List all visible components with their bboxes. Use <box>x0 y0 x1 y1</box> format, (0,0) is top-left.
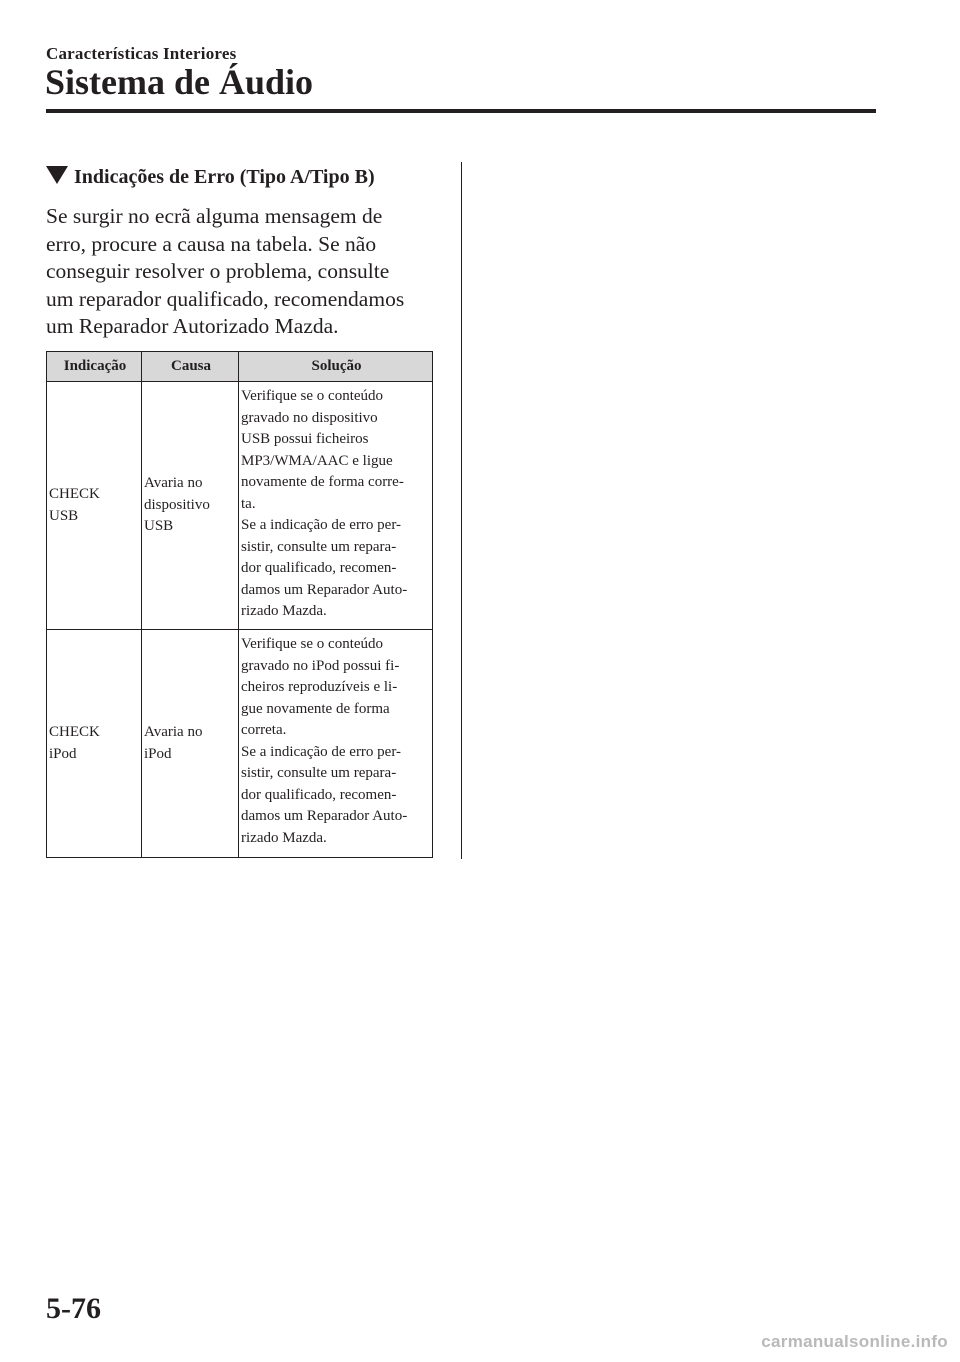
cell-line: gue novamente de forma <box>241 700 390 717</box>
cell-line: rizado Mazda. <box>241 829 327 846</box>
intro-line: um reparador qualificado, recomendamos <box>46 286 405 311</box>
cell-line: iPod <box>49 745 77 762</box>
table-row <box>47 382 433 630</box>
section-heading <box>46 163 446 191</box>
cell-line: CHECK <box>49 486 100 502</box>
column-divider <box>461 162 462 859</box>
cause-cell <box>142 382 239 630</box>
cell-line: sistir, consulte um repara- <box>241 538 397 555</box>
cell-line: gravado no iPod possui fi- <box>241 657 400 674</box>
cell-line: Se a indicação de erro per- <box>241 743 402 760</box>
indication-cell <box>47 382 142 630</box>
intro-line: erro, procure a causa na tabela. Se não <box>46 231 377 256</box>
cell-line: Avaria no <box>144 724 203 740</box>
cell-line: damos um Reparador Auto- <box>241 581 408 598</box>
cell-line: sistir, consulte um repara- <box>241 765 397 781</box>
cell-line: ta. <box>241 495 256 512</box>
page-number: 5-76 <box>46 1292 101 1325</box>
header-solution: Solução <box>239 352 433 382</box>
cell-line: correta. <box>241 722 287 738</box>
cell-line: iPod <box>144 745 172 762</box>
solution-cell <box>239 382 433 630</box>
chapter-title: Sistema de Áudio <box>45 62 314 102</box>
cell-line: USB <box>144 518 174 535</box>
cause-cell <box>142 630 239 858</box>
intro-line: conseguir resolver o problema, consulte <box>46 259 390 283</box>
cell-line: gravado no dispositivo <box>241 409 378 426</box>
header-indication: Indicação <box>47 352 142 382</box>
error-table <box>46 351 433 858</box>
section-heading-text: Indicações de Erro (Tipo A/Tipo B) <box>74 166 375 188</box>
cell-line: Se a indicação de erro per- <box>241 517 402 533</box>
header-rule <box>46 109 876 113</box>
cell-line: USB possui ficheiros <box>241 431 369 447</box>
section-label: Características Interiores <box>46 44 237 63</box>
indication-cell <box>47 630 142 858</box>
cell-line: USB <box>49 507 79 524</box>
cell-line: Avaria no <box>144 475 203 492</box>
table-header-row <box>47 352 433 382</box>
intro-line: um Reparador Autorizado Mazda. <box>46 314 339 338</box>
cell-line: cheiros reproduzíveis e li- <box>241 679 398 695</box>
cell-line: Verifique se o conteúdo <box>241 388 384 404</box>
cell-line: Verifique se o conteúdo <box>241 636 384 652</box>
watermark: carmanualsonline.info <box>761 1332 948 1351</box>
cell-line: MP3/WMA/AAC e ligue <box>241 452 393 469</box>
intro-paragraph <box>46 203 446 341</box>
triangle-down-icon <box>46 166 68 184</box>
header-cause: Causa <box>142 352 239 382</box>
intro-line: Se surgir no ecrã alguma mensagem de <box>46 204 383 228</box>
cell-line: dor qualificado, recomen- <box>241 560 397 576</box>
cell-line: dispositivo <box>144 496 210 513</box>
cell-line: CHECK <box>49 724 100 740</box>
cell-line: dor qualificado, recomen- <box>241 786 397 803</box>
table-row <box>47 630 433 858</box>
solution-cell <box>239 630 433 858</box>
cell-line: damos um Reparador Auto- <box>241 808 408 824</box>
cell-line: rizado Mazda. <box>241 603 327 619</box>
cell-line: novamente de forma corre- <box>241 474 404 490</box>
